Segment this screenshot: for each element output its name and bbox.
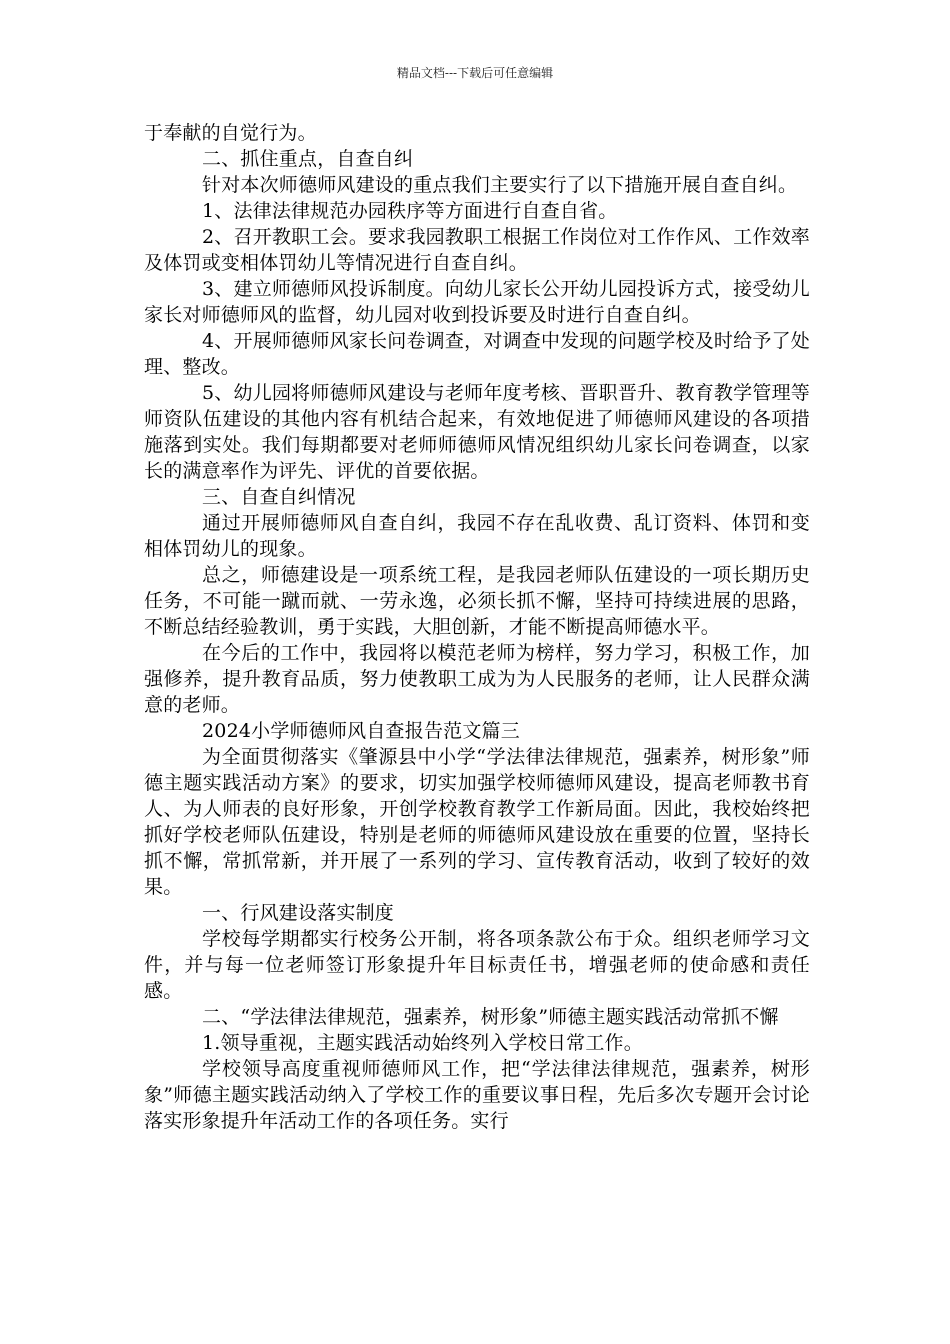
list-item: 1、法律法律规范办园秩序等方面进行自查自省。 <box>202 200 618 222</box>
paragraph: 在今后的工作中，我园将以模范老师为榜样，努力学习，积极工作，加强修养，提升教育品质，努力使教职工成为为人民服务的老师，让人民群众满意的老师。 <box>144 642 810 716</box>
list-item: 1.领导重视，主题实践活动始终列入学校日常工作。 <box>202 1032 643 1054</box>
section-heading: 一、行风建设落实制度 <box>202 902 395 924</box>
section-heading: 二、抓住重点，自查自纠 <box>202 148 414 170</box>
paragraph: 学校领导高度重视师德师风工作，把“学法律法律规范，强素养，树形象”师德主题实践活动纳入了学校工作的重要议事日程，先后多次专题开会讨论落实形象提升年活动工作的各项任务。实行 <box>144 1058 810 1132</box>
list-item: 3、建立师德师风投诉制度。向幼儿家长公开幼儿园投诉方式，接受幼儿家长对师德师风的监督，幼儿园对收到投诉要及时进行自查自纠。 <box>144 278 810 326</box>
section-heading: 三、自查自纠情况 <box>202 486 356 508</box>
paragraph: 为全面贯彻落实《肇源县中小学“学法律法律规范，强素养，树形象”师德主题实践活动方案》的要求，切实加强学校师德师风建设，提高老师教书育人、为人师表的良好形象，开创学校教育教学工作新局面。因此，我校始终把抓好学校老师队伍建设，特别是老师的师德师风建设放在重要的位置，坚持长抓不懈，常抓常新，并开展了一系列的学习、宣传教育活动，收到了较好的效果。 <box>144 746 810 898</box>
paragraph: 于奉献的自觉行为。 <box>144 122 317 144</box>
page-header: 精品文档---下载后可任意编辑 <box>396 66 554 80</box>
paragraph: 学校每学期都实行校务公开制，将各项条款公布于众。组织老师学习文件，并与每一位老师签订形象提升年目标责任书，增强老师的使命感和责任感。 <box>144 928 810 1002</box>
list-item: 4、开展师德师风家长问卷调查，对调查中发现的问题学校及时给予了处理、整改。 <box>144 330 810 378</box>
document-body <box>144 120 810 1134</box>
paragraph: 针对本次师德师风建设的重点我们主要实行了以下措施开展自查自纠。 <box>202 174 798 196</box>
paragraph: 总之，师德建设是一项系统工程，是我园老师队伍建设的一项长期历史任务，不可能一蹴而就、一劳永逸，必须长抓不懈，坚持可持续进展的思路，不断总结经验教训，勇于实践，大胆创新，才能不断提高师德水平。 <box>144 564 810 638</box>
article-title: 2024小学师德师风自查报告范文篇三 <box>202 720 520 742</box>
section-heading: 二、“学法律法律规范，强素养，树形象”师德主题实践活动常抓不懈 <box>202 1006 779 1028</box>
paragraph: 通过开展师德师风自查自纠，我园不存在乱收费、乱订资料、体罚和变相体罚幼儿的现象。 <box>144 512 810 560</box>
list-item: 5、幼儿园将师德师风建设与老师年度考核、晋职晋升、教育教学管理等师资队伍建设的其他内容有机结合起来，有效地促进了师德师风建设的各项措施落到实处。我们每期都要对老师师德师风情况组织幼儿家长问卷调查，以家长的满意率作为评先、评优的首要依据。 <box>144 382 810 482</box>
list-item: 2、召开教职工会。要求我园教职工根据工作岗位对工作作风、工作效率及体罚或变相体罚幼儿等情况进行自查自纠。 <box>144 226 810 274</box>
